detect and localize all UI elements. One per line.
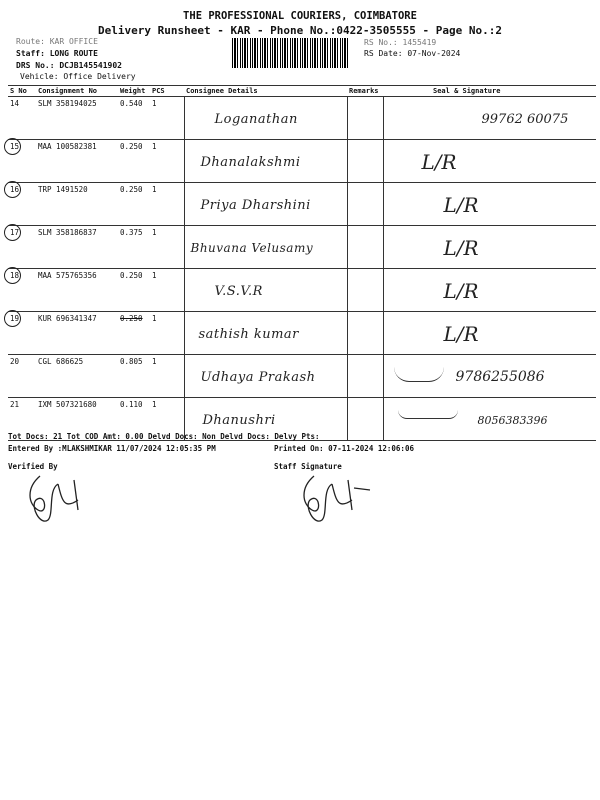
row-consignment: SLM 358186837 (36, 226, 118, 269)
row-sno (8, 183, 36, 226)
table-row (8, 226, 596, 269)
row-consignment: SLM 358194025 (36, 97, 118, 140)
signature-scribble (394, 367, 444, 382)
row-consignment: MAA 100582381 (36, 140, 118, 183)
row-remarks (347, 269, 383, 312)
row-sno: 21 (8, 398, 36, 441)
row-pcs: 1 (150, 269, 184, 312)
vehicle-info: Vehicle: Office Delivery (20, 72, 136, 81)
row-signature (383, 398, 596, 441)
row-remarks (347, 97, 383, 140)
row-consignment: TRP 1491520 (36, 183, 118, 226)
verified-by-label: Verified By (8, 462, 58, 471)
row-pcs: 1 (150, 312, 184, 355)
row-pcs: 1 (150, 226, 184, 269)
row-pcs: 1 (150, 398, 184, 441)
row-pcs: 1 (150, 183, 184, 226)
row-remarks (347, 312, 383, 355)
row-consignee (184, 312, 347, 355)
verified-signature (18, 470, 98, 530)
col-sno: S No (8, 86, 36, 97)
row-sno (8, 226, 36, 269)
page-title: THE PROFESSIONAL COURIERS, COIMBATORE (183, 10, 417, 22)
row-signature (383, 140, 596, 183)
circle-mark (4, 310, 21, 327)
row-consignee (184, 355, 347, 398)
row-weight: 0.250 (118, 140, 150, 183)
row-weight: 0.540 (118, 97, 150, 140)
signature-handwriting: L/R (443, 236, 479, 260)
consignee-handwriting: Dhanushri (202, 412, 276, 428)
row-sno-value: 18 (10, 271, 20, 280)
row-sno: 14 (8, 97, 36, 140)
totals-line: Tot Docs: 21 Tot COD Amt: 0.00 Delvd Docs: Non Delvd Docs: Delvy Pts: (8, 432, 320, 441)
row-signature (383, 226, 596, 269)
signature-handwriting: L/R (443, 322, 479, 346)
entered-by: Entered By :MLAKSHMIKAR 11/07/2024 12:05:35 PM (8, 444, 216, 453)
col-remarks: Remarks (347, 86, 383, 97)
rs-number: RS No.: 1455419 (364, 38, 437, 47)
row-sno (8, 312, 36, 355)
row-consignee (184, 269, 347, 312)
row-remarks (347, 398, 383, 441)
row-signature (383, 269, 596, 312)
circle-mark (4, 224, 21, 241)
col-consignee: Consignee Details (184, 86, 347, 97)
row-signature (383, 355, 596, 398)
row-weight: 0.805 (118, 355, 150, 398)
table-row (8, 140, 596, 183)
col-weight: Weight (118, 86, 150, 97)
page-subtitle: Delivery Runsheet - KAR - Phone No.:0422-3505555 - Page No.:2 (98, 24, 502, 37)
consignee-handwriting: sathish kumar (198, 326, 299, 342)
row-sno (8, 140, 36, 183)
row-consignee (184, 183, 347, 226)
row-sno-value: 17 (10, 228, 20, 237)
row-sno-value: 15 (10, 142, 20, 151)
signature-scribble (398, 410, 458, 419)
row-remarks (347, 355, 383, 398)
table-row (8, 97, 596, 140)
runsheet-table (8, 85, 596, 441)
signature-handwriting: 99762 60075 (481, 111, 569, 127)
row-remarks (347, 140, 383, 183)
row-pcs: 1 (150, 355, 184, 398)
row-weight: 0.110 (118, 398, 150, 441)
row-remarks (347, 183, 383, 226)
row-signature (383, 312, 596, 355)
row-consignment: IXM 507321680 (36, 398, 118, 441)
row-sno (8, 269, 36, 312)
consignee-handwriting: Priya Dharshini (200, 197, 311, 213)
signature-handwriting: 8056383396 (477, 413, 548, 427)
table-row (8, 269, 596, 312)
route-info: Route: KAR OFFICE (16, 37, 98, 46)
consignee-handwriting: Udhaya Prakash (200, 369, 316, 385)
staff-signature (290, 470, 380, 530)
row-weight: 0.250 (118, 183, 150, 226)
row-sno-value: 19 (10, 314, 20, 323)
barcode (232, 38, 350, 68)
printed-on: Printed On: 07-11-2024 12:06:06 (274, 444, 414, 453)
table-row (8, 312, 596, 355)
signature-handwriting: L/R (443, 279, 479, 303)
table-row (8, 183, 596, 226)
col-consignment: Consignment No (36, 86, 118, 97)
signature-handwriting: 9786255086 (455, 369, 545, 385)
consignee-handwriting: Dhanalakshmi (200, 154, 301, 170)
row-weight: 0.250 (118, 312, 150, 355)
row-pcs: 1 (150, 140, 184, 183)
row-signature (383, 97, 596, 140)
row-consignee (184, 97, 347, 140)
row-consignment: MAA 575765356 (36, 269, 118, 312)
circle-mark (4, 138, 21, 155)
row-remarks (347, 226, 383, 269)
signature-handwriting: L/R (443, 193, 479, 217)
row-weight: 0.250 (118, 269, 150, 312)
table-row (8, 355, 596, 398)
row-consignee (184, 140, 347, 183)
row-signature (383, 183, 596, 226)
row-sno-value: 16 (10, 185, 20, 194)
table-header-row (8, 86, 596, 97)
consignee-handwriting: Loganathan (214, 111, 298, 127)
consignee-handwriting: V.S.V.R (214, 283, 263, 299)
consignee-handwriting: Bhuvana Velusamy (190, 241, 314, 255)
staff-signature-label: Staff Signature (274, 462, 342, 471)
col-pcs: PCS (150, 86, 184, 97)
row-sno: 20 (8, 355, 36, 398)
row-pcs: 1 (150, 97, 184, 140)
circle-mark (4, 267, 21, 284)
col-seal: Seal & Signature (383, 86, 596, 97)
drs-number: DRS No.: DCJB145541902 (16, 61, 122, 70)
circle-mark (4, 181, 21, 198)
row-consignment: CGL 686625 (36, 355, 118, 398)
row-weight: 0.375 (118, 226, 150, 269)
row-consignee (184, 226, 347, 269)
staff-info: Staff: LONG ROUTE (16, 49, 98, 58)
signature-handwriting: L/R (421, 150, 457, 174)
row-consignment: KUR 696341347 (36, 312, 118, 355)
rs-date: RS Date: 07-Nov-2024 (364, 49, 461, 58)
